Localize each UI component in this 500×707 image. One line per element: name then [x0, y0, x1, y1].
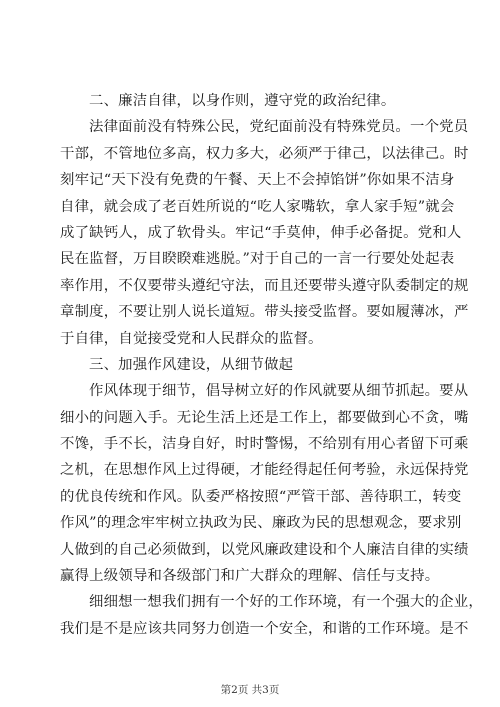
- paragraph-line: 细小的问题入手。无论生活上还是工作上，都要做到心不贪，嘴: [60, 409, 469, 426]
- paragraph-line: 干部，不管地位多高，权力多大，必须严于律己，以法律己。时: [60, 145, 469, 162]
- paragraph-line: 的优良传统和作风。队委严格按照“严管干部、善待职工，转变: [60, 488, 462, 505]
- section-heading: 二、廉洁自律，以身作则，遵守党的政治纪律。: [89, 93, 396, 109]
- paragraph-line: 成了缺钙人，成了软骨头。牢记“手莫伸，伸手必备捉。党和人: [60, 224, 462, 241]
- paragraph-line: 细细想一想我们拥有一个好的工作环境，有一个强大的企业，: [89, 594, 483, 611]
- paragraph-line: 于自律，自觉接受党和人民群众的监督。: [60, 330, 323, 347]
- paragraph-line: 法律面前没有特殊公民，党纪面前没有特殊党员。一个党员: [89, 119, 469, 136]
- page-number-footer: 第2页 共3页: [220, 684, 280, 696]
- document-body: [60, 88, 483, 642]
- paragraph-line: 作风”的理念牢牢树立执政为民、廉政为民的思想观念，要求别: [60, 515, 462, 532]
- paragraph-line: 章制度，不要让别人说长道短。带头接受监督。要如履薄冰，严: [60, 304, 469, 321]
- paragraph-line: 之机，在思想作风上过得硬，才能经得起任何考验，永远保持党: [60, 462, 469, 479]
- paragraph-line: 率作用，不仅要带头遵纪守法，而且还要带头遵守队委制定的规: [60, 277, 469, 294]
- paragraph-line: 不馋，手不长，洁身自好，时时警惕，不给别有用心者留下可乘: [60, 436, 469, 453]
- paragraph-line: 作风体现于细节，倡导树立好的作风就要从细节抓起。要从: [89, 383, 469, 400]
- paragraph-line: 自律，就会成了老百姓所说的“吃人家嘴软，拿人家手短”就会: [60, 198, 455, 215]
- paragraph-line: 赢得上级领导和各级部门和广大群众的理解、信任与支持。: [60, 568, 440, 585]
- section-heading: 三、加强作风建设，从细节做起: [89, 356, 294, 373]
- paragraph-line: 刻牢记“天下没有免费的午餐、天上不会掉馅饼”你如果不洁身: [60, 172, 455, 189]
- paragraph-line: 我们是不是应该共同努力创造一个安全，和谐的工作环境。是不: [60, 620, 469, 637]
- paragraph-line: 民在监督，万目睽睽难逃脱。”对于自己的一言一行要处处起表: [60, 251, 455, 268]
- paragraph-line: 人做到的自己必须做到，以党风廉政建设和个人廉洁自律的实绩: [60, 541, 469, 558]
